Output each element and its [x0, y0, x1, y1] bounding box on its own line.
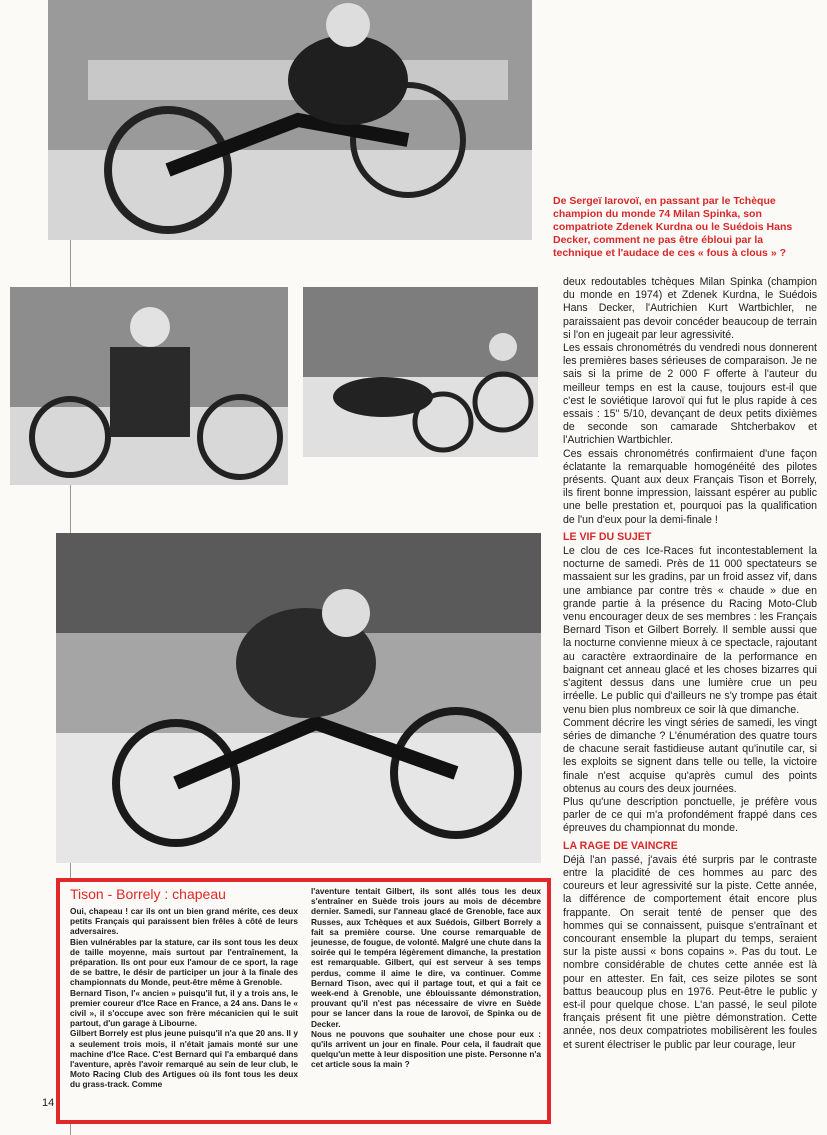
photo-racer-leaning-illustration	[56, 533, 541, 863]
sidebar-paragraph: Oui, chapeau ! car ils ont un bien grand mérite, ces deux petits Français qui paraissent bien frêles à côté de leurs adversaires.	[70, 906, 298, 937]
photo-racer-leaning	[56, 533, 541, 863]
photo-racer-crash	[303, 287, 538, 457]
photo-racer-top	[48, 0, 532, 240]
sidebar-paragraph: l'aventure tentait Gilbert, ils sont allés tous les deux s'entraîner en Suède trois jours au mois de décembre dernier. Samedi, sur l'anneau glacé de Grenoble, face aux Russes, aux Tchèques et aux Suédois, Gilbert Borrely a fait sa première course. Une course remarquable de jeunesse, de fougue, de volonté. Malgré une chute dans la soirée qui le tempéra légèrement dimanche, la prestation est remarquable. Gilbert, qui est serveur à ses temps perdus, comme il aime le dire, va continuer. Comme Bernard Tison, avec qui il partage tout, et qui a fait ce week-end à Grenoble, une éblouissante démonstration, prouvant qu'il n'est pas nécessaire de vivre en Suède pour se lancer dans la roue de Iarovoï, de Spinka ou de Decker.	[311, 886, 541, 1029]
article-paragraph: Plus qu'une description ponctuelle, je préfère vous parler de ce qui m'a profondément frappé dans ces épreuves du championnat du monde.	[563, 795, 817, 835]
article-paragraph: Comment décrire les vingt séries de samedi, les vingt séries de dimanche ? L'énumération des quatre tours de chacune serait fastidieuse autant qu'inutile car, si les exploits se signent dans telle ou telle, la victoire finale n'est acquise qu'après cumul des points obtenus au cours des deux journées.	[563, 716, 817, 795]
section-heading: LA RAGE DE VAINCRE	[563, 839, 678, 852]
photo-racer-top-illustration	[48, 0, 532, 240]
article-paragraph: Ces essais chronométrés confirmaient d'une façon éclatante la remarquable homogénéité des pilotes présents. Quant aux deux Français Tison et Borrely, ils firent bonne impression, laissant espérer au public une belle prestation et, pourquoi pas la qualification de l'un d'eux pour la demi-finale !	[563, 447, 817, 526]
photo-racer-crash-illustration	[303, 287, 538, 457]
sidebar-paragraph: Gilbert Borrely est plus jeune puisqu'il n'a que 20 ans. Il y a seulement trois mois, il n'était jamais monté sur une machine d'Ice Race. C'est Bernard qui l'a embarqué dans l'aventure, après l'avoir remarqué au sein de leur club, le Moto Racing Club des Artigues où ils font tous les deux du grass-track. Comme	[70, 1028, 298, 1090]
article-paragraph: Les essais chronométrés du vendredi nous donnerent les premières bases sérieuses de comparaison. Je ne sais si la prime de 2 000 F offerte à l'auteur du meilleur temps en est la cause, toujours est-il que c'est le soviétique Iarovoï qui fut le plus rapide à ces essais : 15'' 5/10, devançant de deux petits dixièmes de seconde son camarade Shtcherbakov et l'Autrichien Wartbichler.	[563, 342, 817, 447]
sidebar-box-column-1	[70, 906, 298, 1090]
sidebar-paragraph: Bien vulnérables par la stature, car ils sont tous les deux de taille moyenne, mais surtout par l'entraînement, la préparation. Ils ont pour eux l'amour de ce sport, la rage de se battre, le désir de participer un jour à la finale des championnats du Monde, peut-être même à Grenoble.	[70, 936, 298, 988]
page-number: 14	[42, 1097, 55, 1109]
sidebar-paragraph: Nous ne pouvons que souhaiter une chose pour eux : qu'ils arrivent un jour en finale. Pour cela, il faudrait que quelqu'un mette à leur disposition une piste. Personne n'a cet article sous la main ?	[311, 1028, 541, 1070]
sidebar-paragraph: Bernard Tison, l'« ancien » puisqu'il fut, il y a trois ans, le premier coureur d'Ice Race en France, a 24 ans. Dans le « civil », il s'occupe avec son frère mécanicien qui le suit partout, d'un garage à Libourne.	[70, 987, 298, 1029]
photo-racer-left-illustration	[10, 287, 288, 485]
sidebar-box-column-2	[311, 886, 541, 1070]
article-paragraph: deux redoutables tchèques Milan Spinka (champion du monde en 1974) et Zdenek Kurdna, le Suédois Hans Decker, l'Autrichien Kurt Wartbichler, ne paraissaient pas devoir concéder beaucoup de terrain si l'on en jugeait par leur agressivité.	[563, 276, 817, 341]
section-heading: LE VIF DU SUJET	[563, 530, 652, 543]
photo-racer-left	[10, 287, 288, 485]
sidebar-box-title: Tison - Borrely : chapeau	[70, 886, 226, 902]
sidebar-box	[56, 878, 551, 1124]
article-right-column	[563, 276, 817, 1118]
photo-caption: De Sergeï Iarovoï, en passant par le Tchèque champion du monde 74 Milan Spinka, son compatriote Zdenek Kurdna ou le Suédois Hans Decker, comment ne pas être ébloui par la technique et l'audace de ces « fous à clous » ?	[553, 195, 793, 259]
article-paragraph: Déjà l'an passé, j'avais été surpris par le contraste entre la placidité de ces hommes au parc des coureurs et leur agressivité sur la piste. Cette année, la différence de comportement était encore plus frappante. On serait tenté de penser que des hommes qui se connaissent, puisque s'entraînant et concourant ensemble la plupart du temps, seraient sur la piste aussi « bons copains ». Pas du tout. Le nombre considérable de chutes cette année est là pour en attester. En fait, ces seize pilotes se sont battus beaucoup plus en 1976. Peut-être le public y est-il pour quelque chose. L'an passé, le seul pilote français présent fit une piètre démonstration. Cette année, nos deux compatriotes mobilisèrent les foules et surent électriser le public par leur courage, leur	[563, 853, 817, 1051]
article-paragraph: Le clou de ces Ice-Races fut incontestablement la nocturne de samedi. Près de 11 000 spectateurs se massaient sur les gradins, par un froid assez vif, dans une ambiance par contre très « chaude » due en grande partie à la présence du Racing Moto-Club venu encourager deux de ses membres : les Français Bernard Tison et Gilbert Borrely. Il semble aussi que la nocturne convienne mieux à ce spectacle, rajoutant au caractère extraordinaire de la performance en baignant cet anneau glacé et les choses bizarres qui s'agitent dessus dans une lumière crue un peu irréelle. Le public qui d'ailleurs ne s'y trompe pas était venu bien plus nombreux ce soir là que dimanche.	[563, 545, 817, 716]
